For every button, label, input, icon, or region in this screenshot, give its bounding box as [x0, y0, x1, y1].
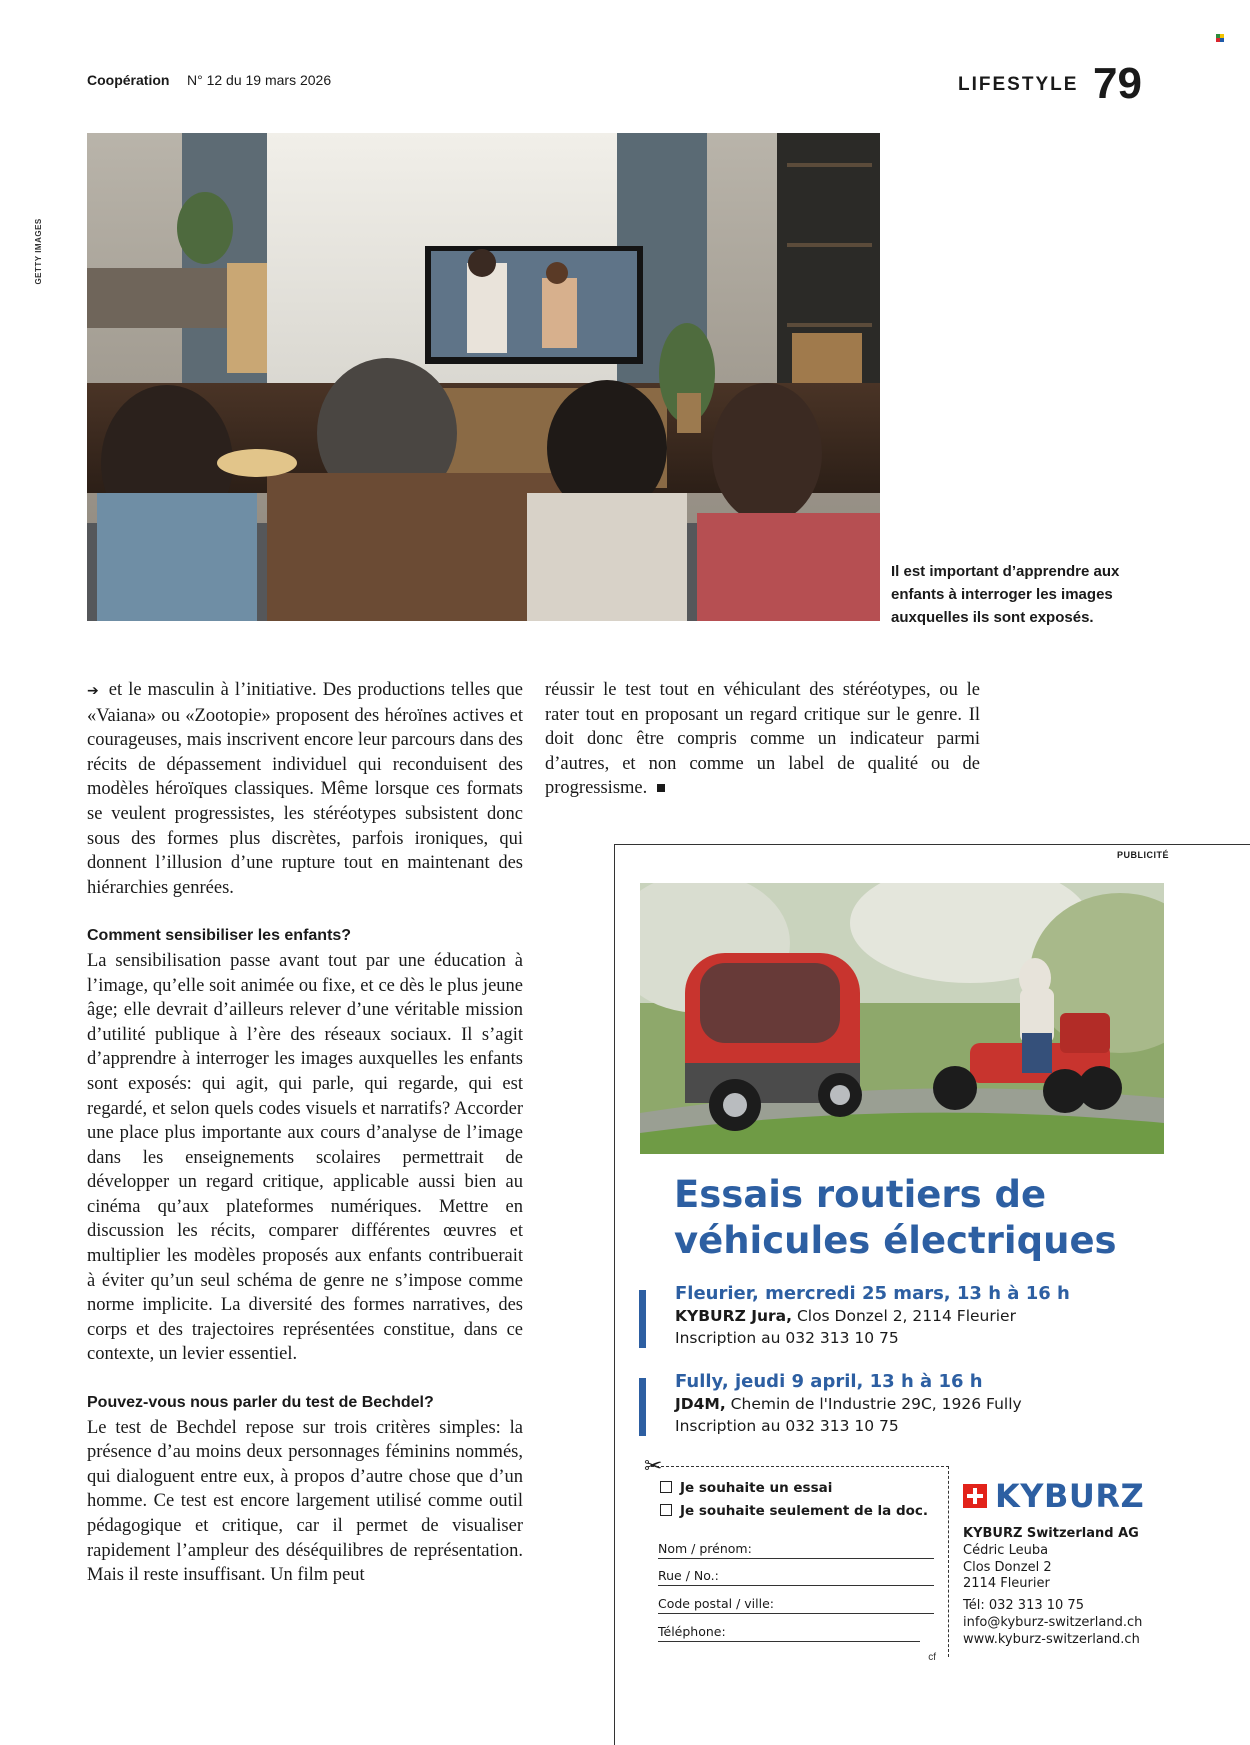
publication-name: Coopération — [87, 72, 170, 88]
contact-website[interactable]: www.kyburz-switzerland.ch — [963, 1631, 1140, 1647]
contact-block — [963, 1526, 1142, 1649]
event-2 — [675, 1371, 1022, 1437]
contact-city: 2114 Fleurier — [963, 1576, 1050, 1592]
event-1 — [675, 1283, 1070, 1349]
contact-email[interactable]: info@kyburz-switzerland.ch — [963, 1614, 1143, 1630]
photo-credit — [34, 180, 48, 290]
answer-2-paragraph: Le test de Bechdel repose sur trois critères simples: la présence d’au moins deux personnages féminins nommés, qui dialoguent entre eux, à propos d’autre chose que d’un homme. Ce test est encore largement utilisé comme outil pédagogique et critique, car il permet de visualiser rapidement l’ampleur des déséquilibres de représentation. Mais il reste insuffisant. Un film peut — [87, 1417, 523, 1586]
event-1-accent-bar — [639, 1290, 646, 1348]
event-2-signup: Inscription au 032 313 10 75 — [675, 1417, 899, 1435]
street-field[interactable]: Rue / No.: — [658, 1568, 934, 1586]
article-column-1 — [87, 678, 523, 1588]
swiss-flag-icon — [963, 1484, 987, 1508]
docs-checkbox-label: Je souhaite seulement de la doc. — [680, 1503, 929, 1519]
photo-caption: Il est important d’apprendre aux enfants à interroger les images auxquelles ils sont exposés. — [891, 563, 1120, 626]
contact-street: Clos Donzel 2 — [963, 1559, 1052, 1575]
event-1-address: Clos Donzel 2, 2114 Fleurier — [796, 1307, 1016, 1325]
section-title: LIFESTYLE — [958, 74, 1079, 95]
intro-text: et le masculin à l’initiative. Des productions telles que «Vaiana» ou «Zootopie» proposent des héroïnes actives et courageuses, mais inscrivent encore leur parcours dans des récits de dépassement individuel qui reconduisent des modèles héroïques classiques. Même lorsque ces formats se veulent progressistes, les stéréotypes subsistent donc sous des formes plus discrètes, parfois ironiques, qui donnent l’illusion d’une rupture tout en maintenant des hiérarchies genrées. — [87, 680, 523, 898]
trial-checkbox-row[interactable] — [660, 1480, 832, 1496]
ending-text: réussir le test tout en véhiculant des stéréotypes, ou le rater tout en proposant un regard critique sur le genre. Il doit donc être compris comme un indicateur parmi d’autres, et non comme un label de qualité ou de progressisme. — [545, 680, 980, 799]
brand-name: KYBURZ — [995, 1477, 1145, 1515]
electric-vehicles-photo — [640, 883, 1164, 1154]
city-field[interactable]: Code postal / ville: — [658, 1596, 934, 1614]
ad-headline — [674, 1172, 1117, 1264]
event-2-accent-bar — [639, 1378, 646, 1436]
corner-color-mark-icon — [1216, 34, 1224, 42]
event-2-address: Chemin de l'Industrie 29C, 1926 Fully — [730, 1395, 1022, 1413]
phone-field[interactable]: Téléphone: — [658, 1624, 920, 1642]
question-2-heading: Pouvez-vous nous parler du test de Bechdel? — [87, 1394, 434, 1412]
event-2-when: Fully, jeudi 9 april, 13 h à 16 h — [675, 1371, 983, 1392]
trial-checkbox-label: Je souhaite un essai — [680, 1480, 833, 1496]
name-field[interactable]: Nom / prénom: — [658, 1541, 934, 1559]
docs-checkbox-row[interactable] — [660, 1503, 928, 1519]
continuation-arrow-icon: ➔ — [87, 683, 99, 699]
article-ending-paragraph — [545, 678, 980, 801]
coupon-code: cf — [928, 1652, 936, 1663]
contact-phone: Tél: 032 313 10 75 — [963, 1598, 1084, 1614]
trial-checkbox[interactable] — [660, 1481, 672, 1493]
event-1-signup: Inscription au 032 313 10 75 — [675, 1329, 899, 1347]
event-2-location — [675, 1393, 1022, 1415]
ad-headline-line-2: véhicules électriques — [674, 1219, 1117, 1262]
ad-headline-line-1: Essais routiers de — [674, 1173, 1047, 1216]
answer-1-paragraph: La sensibilisation passe avant tout par une éducation à l’image, qu’elle soit animée ou fixe, et ce dès le plus jeune âge; elle devrait d’ailleurs relever d’une véritable mission d’utilité publique à l’ère des réseaux sociaux. Il s’agit d’apprendre à interroger les images auxquelles les enfants sont exposés: qui agit, qui parle, qui regarde, qui est regardé, et selon quels codes visuels et narratifs? Accorder une place plus importante aux cours d’analyse de l’image dans les enseignements scolaires permettrait de développer un regard critique, applicable aussi bien au cinéma qu’aux plateformes numériques. Mettre en discussion les récits, comparer différentes œuvres et multiplier les modèles proposés aux enfants contribuerait à éviter qu’un seul schéma de genre ne s’impose comme norme implicite. La diversité des formes narratives, des corps et des trajectoires représentées constitue, dans ce contexte, un levier essentiel. — [87, 950, 523, 1365]
question-1-heading: Comment sensibiliser les enfants? — [87, 927, 352, 945]
contact-person: Cédric Leuba — [963, 1542, 1049, 1558]
contact-company: KYBURZ Switzerland AG — [963, 1526, 1139, 1541]
docs-checkbox[interactable] — [660, 1504, 672, 1516]
issue-info: N° 12 du 19 mars 2026 — [187, 72, 332, 88]
advertisement-label: PUBLICITÉ — [1117, 850, 1170, 860]
event-1-when: Fleurier, mercredi 25 mars, 13 h à 16 h — [675, 1283, 1070, 1304]
page-number: 79 — [1093, 59, 1142, 108]
event-2-venue: JD4M, — [675, 1395, 726, 1413]
end-of-article-icon — [657, 784, 665, 792]
article-intro-paragraph — [87, 678, 523, 900]
article-column-2 — [545, 678, 980, 801]
event-1-location — [675, 1305, 1070, 1327]
scissors-icon: ✂ — [644, 1454, 663, 1479]
family-watching-tv-photo — [87, 133, 880, 621]
event-1-venue: KYBURZ Jura, — [675, 1307, 792, 1325]
credit-agency: GETTY IMAGES — [34, 218, 43, 285]
order-coupon — [646, 1466, 949, 1663]
